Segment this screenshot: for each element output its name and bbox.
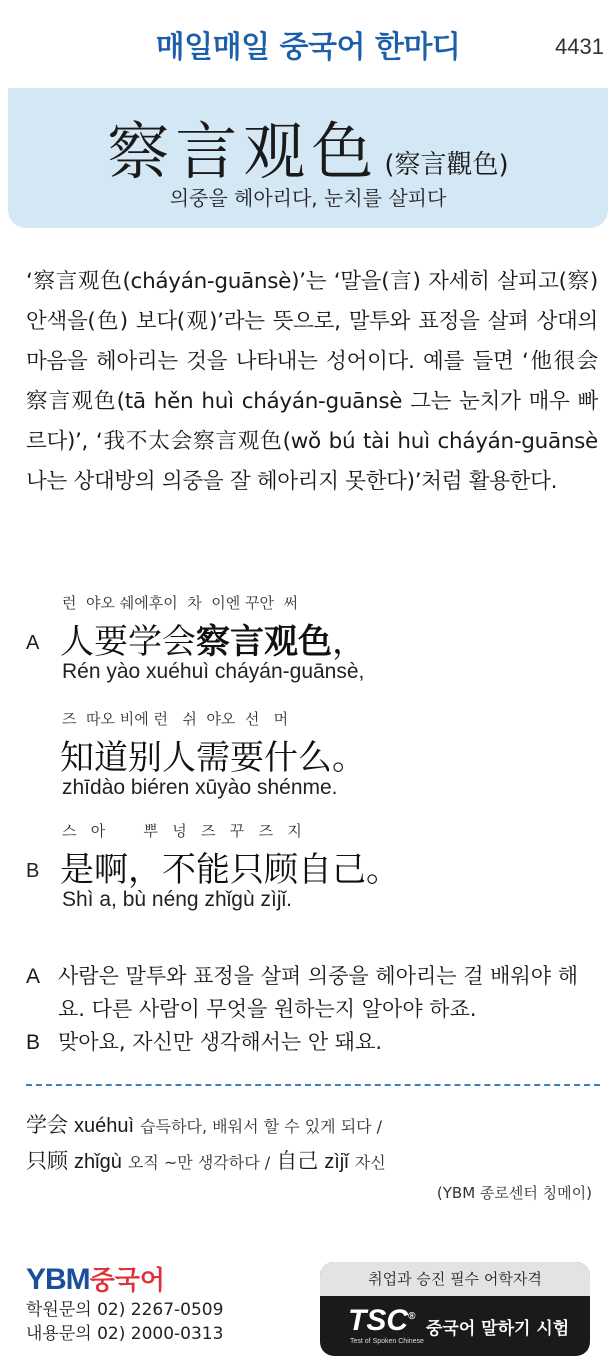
speaker-label: B: [26, 860, 40, 882]
vocab-line-1: [26, 1108, 600, 1144]
tsc-ad-banner: [320, 1262, 590, 1356]
idiom-box: [8, 88, 608, 228]
tsc-tagline: 취업과 승진 필수 어학자격: [320, 1262, 590, 1296]
translation-row: [26, 960, 596, 1026]
vocab-meaning: 자신: [354, 1153, 386, 1172]
vocab-pinyin: zìjǐ: [324, 1151, 349, 1173]
vocab-meaning: 습득하다, 배워서 할 수 있게 되다 /: [140, 1117, 383, 1136]
idiom-meaning: 의중을 헤아리다, 눈치를 살피다: [169, 186, 447, 210]
hanzi-line: [60, 614, 366, 663]
pinyin-line: Shì a, bù néng zhǐgù zìjǐ.: [62, 888, 292, 911]
vocab-line-2: [26, 1144, 600, 1180]
header: [0, 0, 616, 86]
ruby-text: 런 야오 쉐에후이 차 이엔 꾸안 써: [62, 594, 299, 612]
author-credit: (YBM 종로센터 칭메이): [436, 1184, 592, 1202]
speaker-label: A: [26, 965, 41, 988]
tsc-brand: [320, 1298, 590, 1356]
contact-info: [26, 1298, 223, 1346]
ruby-text: 즈 따오 비에 런 쉬 야오 선 머: [62, 710, 289, 728]
explanation-paragraph: ‘察言观色(cháyán-guānsè)’는 ‘말을(言) 자세히 살피고(察) 안색을(色) 보다(观)’라는 뜻으로, 말투와 표정을 살펴 상대의 마음을 헤아리는 것을 나타내는 성어이다. 예를 들면 ‘他很会察言观色(tā hěn huì cháyán-guānsè 그는 눈치가 매우 빠르다)’, ‘我不太会察言观色(wǒ bú tài huì cháyán-guānsè 나는 상대방의 의중을 잘 헤아리지 못한다)’처럼 활용한다.: [26, 269, 598, 494]
vocab-word: 学会: [26, 1113, 68, 1137]
ybm-logo: [26, 1260, 165, 1297]
vocab-meaning: 오직 ~만 생각하다 /: [127, 1153, 271, 1172]
pinyin-line: Rén yào xuéhuì cháyán-guānsè,: [62, 660, 365, 683]
ruby-text: 스 아 뿌 넝 즈 꾸 즈 지: [62, 822, 302, 840]
vocab-word: 只顾: [26, 1149, 68, 1173]
vocab-pinyin: xuéhuì: [74, 1115, 135, 1137]
speaker-label: B: [26, 1031, 41, 1054]
academy-phone: 학원문의 02) 2267-0509: [26, 1300, 224, 1320]
hanzi-line: 知道别人需要什么。: [60, 738, 366, 778]
translation-text: 사람은 말투와 표정을 살펴 의중을 헤아리는 걸 배워야 해요. 다른 사람이 무엇을 원하는지 알아야 하죠.: [58, 964, 578, 1021]
hanzi-highlight: 察言观色: [196, 622, 332, 662]
content-phone: 내용문의 02) 2000-0313: [26, 1324, 224, 1344]
hanzi-punct: ，: [332, 622, 366, 662]
vocab-pinyin: zhǐgù: [74, 1151, 122, 1173]
pinyin-line: zhīdào biéren xūyào shénme.: [62, 776, 338, 799]
translation: [26, 960, 596, 1059]
idiom-traditional: (察言觀色): [384, 150, 509, 180]
issue-number: 4431: [555, 34, 604, 59]
hanzi-line: 是啊，不能只顾自己。: [60, 850, 400, 890]
vocabulary: [26, 1108, 600, 1180]
ybm-logo-chinese: 중국어: [89, 1266, 166, 1296]
tsc-subtitle: Test of Spoken Chinese: [350, 1338, 424, 1345]
hanzi-plain: 人要学会: [60, 622, 196, 662]
translation-text: 맞아요, 자신만 생각해서는 안 돼요.: [58, 1030, 383, 1054]
idiom-heading: [8, 102, 608, 191]
idiom-simplified: 察言观色: [107, 115, 380, 188]
tsc-name: 중국어 말하기 시험: [426, 1319, 570, 1339]
tsc-logo: TSC®: [348, 1304, 416, 1337]
vocab-word: 自己: [276, 1149, 319, 1173]
translation-row: [26, 1026, 596, 1059]
speaker-label: A: [26, 632, 40, 654]
ybm-logo-text: YBM: [26, 1263, 90, 1296]
dashed-divider: [26, 1084, 600, 1086]
series-title: 매일매일 중국어 한마디: [155, 30, 461, 65]
